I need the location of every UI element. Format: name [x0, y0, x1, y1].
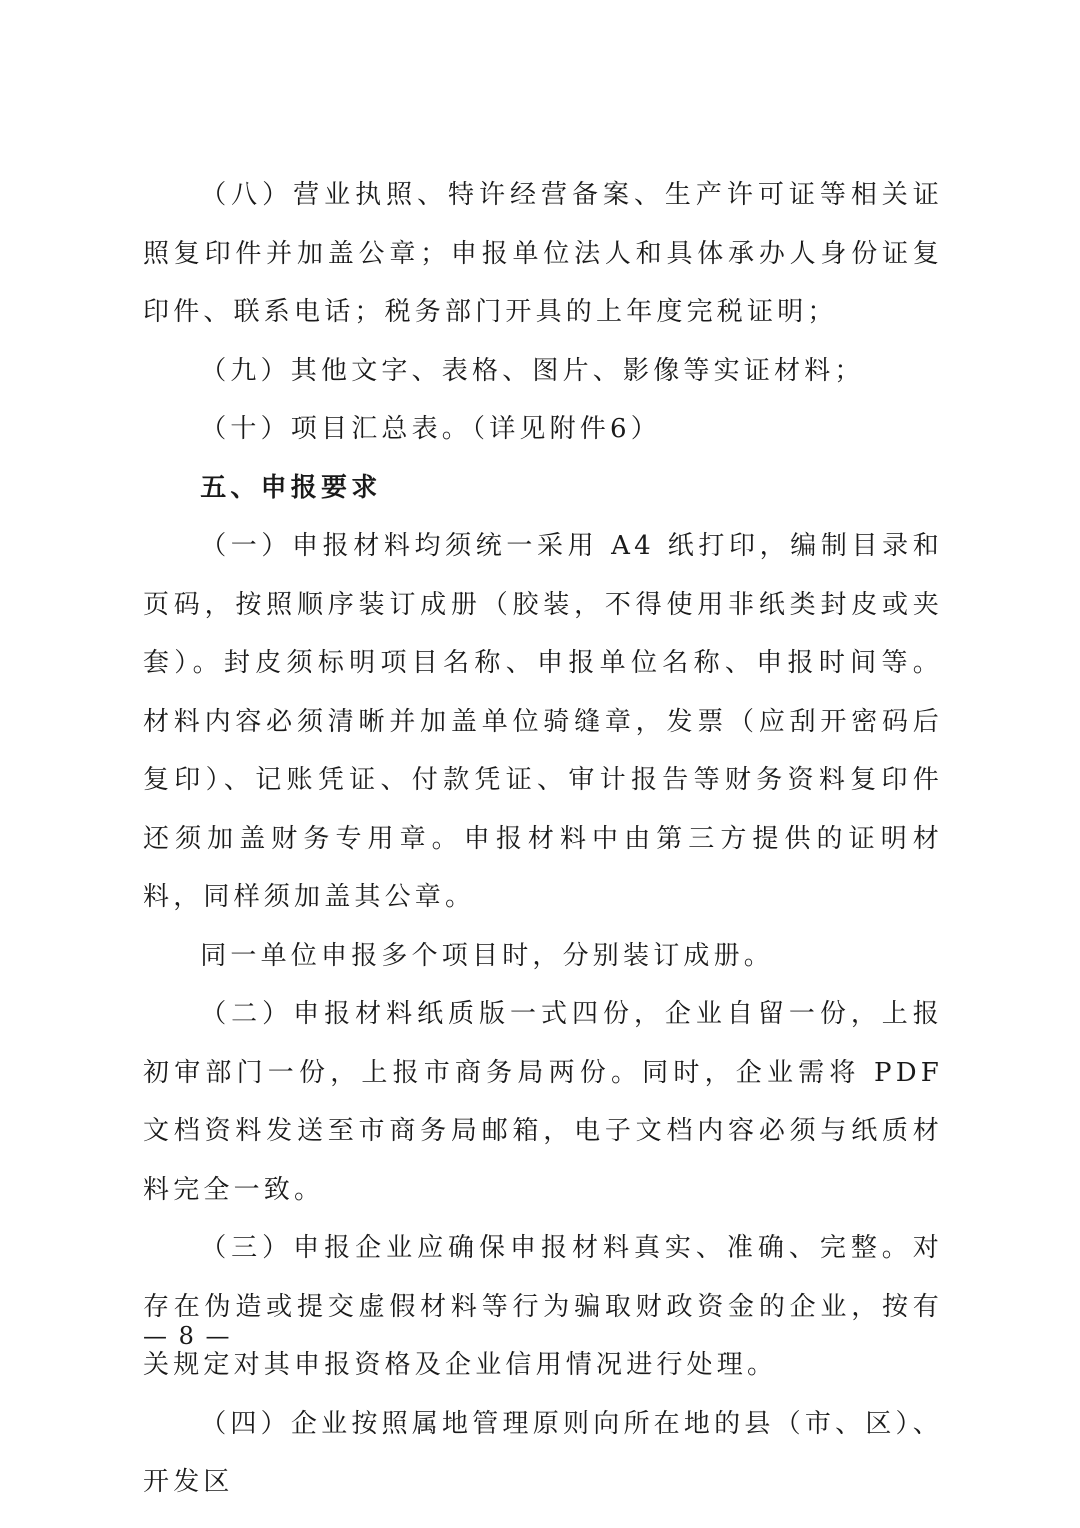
paragraph-requirement-2: （二）申报材料纸质版一式四份，企业自留一份，上报初审部门一份，上报市商务局两份。同时，企业需将 PDF 文档资料发送至市商务局邮箱，电子文档内容必须与纸质材料完全一致。 — [143, 999, 943, 1205]
document-body — [143, 166, 943, 1512]
paragraph-item-10: （十）项目汇总表。（详见附件6） — [200, 414, 661, 444]
paragraph-requirement-1-note: 同一单位申报多个项目时，分别装订成册。 — [200, 940, 774, 971]
page-number: — 8 — — [143, 1322, 232, 1350]
paragraph-item-8: （八）营业执照、特许经营备案、生产许可证等相关证照复印件并加盖公章；申报单位法人和具体承办人身份证复印件、联系电话；税务部门开具的上年度完税证明； — [143, 180, 943, 327]
section-heading-5: 五、申报要求 — [200, 472, 382, 503]
paragraph-requirement-3: （三）申报企业应确保申报材料真实、准确、完整。对存在伪造或提交虚假材料等行为骗取财政资金的企业，按有关规定对其申报资格及企业信用情况进行处理。 — [143, 1233, 943, 1380]
paragraph-requirement-4: （四）企业按照属地管理原则向所在地的县（市、区）、开发区 — [143, 1408, 943, 1497]
paragraph-requirement-1: （一）申报材料均须统一采用 A4 纸打印，编制目录和页码，按照顺序装订成册（胶装，不得使用非纸类封皮或夹套）。封皮须标明项目名称、申报单位名称、申报时间等。材料内容必须清晰并加盖单位骑缝章，发票（应刮开密码后复印）、记账凭证、付款凭证、审计报告等财务资料复印件还须加盖财务专用章。申报材料中由第三方提供的证明材料，同样须加盖其公章。 — [143, 531, 943, 912]
paragraph-item-9: （九）其他文字、表格、图片、影像等实证材料； — [200, 355, 865, 386]
